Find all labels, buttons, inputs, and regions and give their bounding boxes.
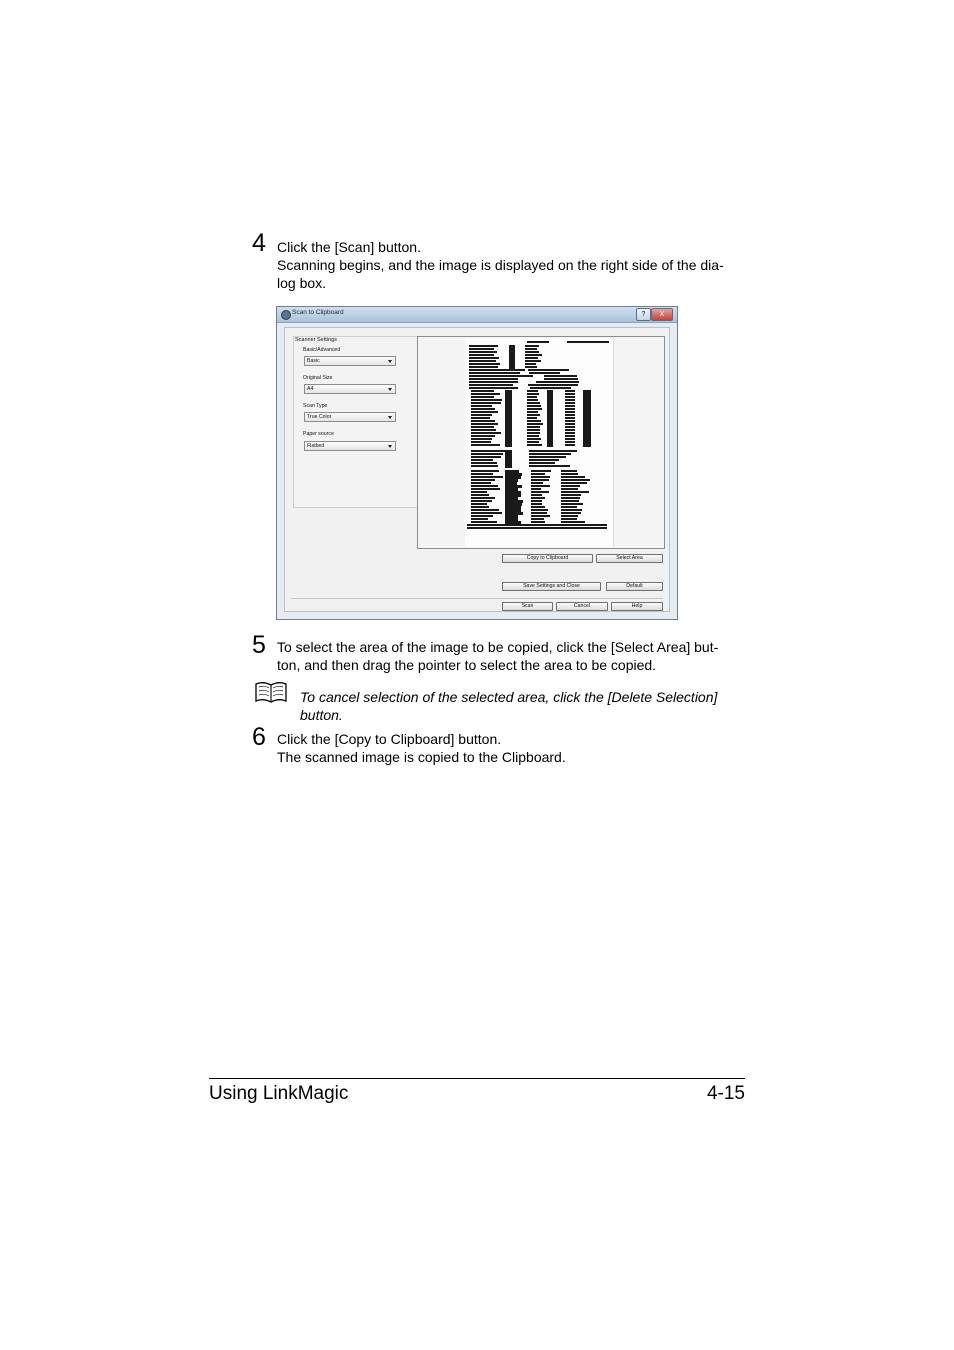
scan-text-line xyxy=(565,399,575,401)
scan-text-line xyxy=(561,491,589,493)
scan-text-line xyxy=(471,450,505,452)
scan-to-clipboard-dialog xyxy=(276,306,678,620)
footer-section-title: Using LinkMagic xyxy=(209,1083,349,1104)
scan-text-line xyxy=(527,402,540,404)
scan-text-line xyxy=(471,509,499,511)
help-icon[interactable]: ? xyxy=(636,308,651,321)
scan-text-line xyxy=(529,450,577,452)
scan-text-line xyxy=(561,470,577,472)
scan-text-line xyxy=(527,414,540,416)
scan-text-line xyxy=(565,390,575,392)
scan-text-line xyxy=(561,494,581,496)
scan-text-line xyxy=(528,369,569,371)
scan-text-line xyxy=(525,363,536,365)
scan-text-line xyxy=(471,465,498,467)
scan-text-line xyxy=(531,515,550,517)
scan-text-line xyxy=(471,488,500,490)
scan-text-line xyxy=(471,521,497,523)
scan-text-line xyxy=(561,512,581,514)
scan-text-line xyxy=(471,503,487,505)
paper-source-select[interactable] xyxy=(304,441,396,451)
scan-text-line xyxy=(565,426,575,428)
step-text xyxy=(277,238,747,292)
scan-text-line xyxy=(527,423,543,425)
scan-text-line xyxy=(561,521,585,523)
scan-text-line xyxy=(561,485,580,487)
scan-text-line xyxy=(547,444,553,447)
scan-text-line xyxy=(531,506,545,508)
step-text xyxy=(277,730,747,766)
chevron-down-icon xyxy=(388,416,392,419)
dialog-title: Scan to Clipboard xyxy=(292,309,344,316)
scan-text-line xyxy=(471,438,492,440)
copy-to-clipboard-button[interactable]: Copy to Clipboard xyxy=(502,554,593,563)
scan-text-line xyxy=(536,381,579,383)
help-button[interactable]: Help xyxy=(611,602,663,611)
footer-rule xyxy=(209,1078,745,1079)
scan-text-line xyxy=(565,432,575,434)
scan-text-line xyxy=(565,402,575,404)
scan-text-line xyxy=(471,444,500,446)
scan-text-line xyxy=(469,375,533,377)
scan-text-line xyxy=(471,491,487,493)
step-line: The scanned image is copied to the Clipboard. xyxy=(277,749,566,765)
scan-text-line xyxy=(565,396,575,398)
scan-text-line xyxy=(527,411,538,413)
scan-text-line xyxy=(469,360,496,362)
scan-text-line xyxy=(529,462,555,464)
scan-text-line xyxy=(527,393,539,395)
scan-text-line xyxy=(505,465,512,468)
scan-text-line xyxy=(469,363,500,365)
scan-text-line xyxy=(525,354,542,356)
scan-text-line xyxy=(469,387,518,389)
scan-text-line xyxy=(525,366,537,368)
scan-text-line xyxy=(531,518,544,520)
note-line: To cancel selection of the selected area, click the [Delete Selection] xyxy=(300,689,718,705)
scan-text-line xyxy=(527,429,540,431)
scan-preview-pane[interactable] xyxy=(417,336,665,549)
scan-text-line xyxy=(471,411,498,413)
scan-text-line xyxy=(565,423,575,425)
scan-text-line xyxy=(471,420,495,422)
scan-text-line xyxy=(471,456,501,458)
scan-text-line xyxy=(469,345,498,347)
cancel-button[interactable]: Cancel xyxy=(556,602,608,611)
scan-text-line xyxy=(471,482,491,484)
scan-text-line xyxy=(544,375,576,377)
scan-text-line xyxy=(531,497,545,499)
save-settings-and-close-button[interactable]: Save Settings and Close xyxy=(502,582,601,591)
scan-text-line xyxy=(531,494,542,496)
scan-text-line xyxy=(471,497,495,499)
scan-text-line xyxy=(471,429,496,431)
scan-text-line xyxy=(565,429,575,431)
scan-text-line xyxy=(525,360,541,362)
step-line: To select the area of the image to be copied, click the [Select Area] but- xyxy=(277,639,719,655)
scan-text-line xyxy=(561,497,580,499)
scan-text-line xyxy=(531,479,549,481)
scan-text-line xyxy=(471,459,493,461)
scan-text-line xyxy=(565,393,575,395)
scan-text-line xyxy=(469,372,520,374)
select-value: True Color xyxy=(307,414,332,420)
scan-text-line xyxy=(527,390,538,392)
scan-text-line xyxy=(567,341,609,343)
scan-text-line xyxy=(527,438,541,440)
scan-text-line xyxy=(469,378,518,380)
basic-advanced-select[interactable] xyxy=(304,356,396,366)
scan-text-line xyxy=(469,354,494,356)
scan-text-line xyxy=(471,485,498,487)
scan-text-line xyxy=(531,512,547,514)
scan-text-line xyxy=(527,417,537,419)
scan-text-line xyxy=(471,494,489,496)
scan-text-line xyxy=(471,390,494,392)
scan-text-line xyxy=(531,470,551,472)
scan-text-line xyxy=(471,414,492,416)
step-line: ton, and then drag the pointer to select the area to be copied. xyxy=(277,657,657,673)
scan-text-line xyxy=(531,521,545,523)
scan-type-select[interactable] xyxy=(304,412,396,422)
scan-text-line xyxy=(471,453,503,455)
chevron-down-icon xyxy=(388,360,392,363)
scan-text-line xyxy=(527,405,541,407)
field-label-paper-source: Paper source xyxy=(303,431,334,437)
scan-text-line xyxy=(471,399,502,401)
scan-text-line xyxy=(469,384,513,386)
scan-text-line xyxy=(544,378,578,380)
step-number: 6 xyxy=(252,723,266,751)
scan-text-line xyxy=(527,441,539,443)
scan-text-line xyxy=(531,485,550,487)
book-icon xyxy=(254,681,288,703)
scan-text-line xyxy=(471,515,493,517)
scan-text-line xyxy=(561,518,577,520)
scan-text-line xyxy=(471,426,494,428)
dialog-client-area xyxy=(284,327,670,612)
step-text xyxy=(277,638,747,674)
step-number: 4 xyxy=(252,229,266,257)
scan-text-line xyxy=(565,441,575,443)
scan-text-line xyxy=(527,408,542,410)
scan-text-line xyxy=(565,411,575,413)
scan-text-line xyxy=(471,402,501,404)
scanned-page-image xyxy=(465,338,614,547)
scan-text-line xyxy=(531,482,543,484)
scan-text-line xyxy=(467,524,607,526)
scan-text-line xyxy=(583,444,591,447)
scan-text-line xyxy=(561,503,583,505)
scan-text-line xyxy=(561,476,585,478)
scan-text-line xyxy=(531,500,542,502)
default-button[interactable]: Default xyxy=(606,582,663,591)
scan-text-line xyxy=(469,351,497,353)
scan-text-line xyxy=(561,509,582,511)
scan-text-line xyxy=(471,500,492,502)
scan-text-line xyxy=(565,438,575,440)
scan-text-line xyxy=(469,357,499,359)
scan-text-line xyxy=(565,444,575,446)
scan-text-line xyxy=(525,351,539,353)
scan-text-line xyxy=(471,518,488,520)
scan-text-line xyxy=(471,396,494,398)
note-text xyxy=(300,688,750,724)
scan-text-line xyxy=(469,348,494,350)
scan-text-line xyxy=(471,473,493,475)
field-label-scan-type: Scan Type xyxy=(303,403,328,409)
scan-text-line xyxy=(565,408,575,410)
scan-text-line xyxy=(565,414,575,416)
scan-text-line xyxy=(561,473,578,475)
scan-text-line xyxy=(471,479,495,481)
scan-text-line xyxy=(471,476,503,478)
chevron-down-icon xyxy=(388,445,392,448)
select-value: Basic xyxy=(307,358,320,364)
scan-button[interactable]: Scan xyxy=(502,602,553,611)
scan-text-line xyxy=(565,435,575,437)
step-number: 5 xyxy=(252,631,266,659)
scan-text-line xyxy=(561,515,578,517)
scan-text-line xyxy=(531,476,550,478)
scan-text-line xyxy=(561,506,577,508)
scan-text-line xyxy=(471,432,501,434)
field-label-original-size: Original Size xyxy=(303,375,333,381)
scan-text-line xyxy=(471,506,489,508)
scan-text-line xyxy=(471,408,495,410)
scan-text-line xyxy=(471,441,491,443)
step-line: Click the [Scan] button. xyxy=(277,239,421,255)
scan-text-line xyxy=(527,341,549,343)
scan-text-line xyxy=(529,372,560,374)
select-value: Flatbed xyxy=(307,443,325,449)
divider xyxy=(291,598,663,599)
chevron-down-icon xyxy=(388,388,392,391)
scan-text-line xyxy=(531,488,541,490)
select-value: A4 xyxy=(307,386,314,392)
scan-text-line xyxy=(529,465,570,467)
group-title: Scanner Settings xyxy=(295,337,337,343)
scan-text-line xyxy=(471,470,499,472)
scan-text-line xyxy=(527,435,539,437)
step-line: Scanning begins, and the image is displayed on the right side of the dia- xyxy=(277,257,724,273)
scan-text-line xyxy=(469,381,518,383)
scan-text-line xyxy=(561,488,578,490)
scan-text-line xyxy=(471,423,498,425)
scan-text-line xyxy=(469,366,498,368)
scan-text-line xyxy=(531,503,542,505)
scan-text-line xyxy=(528,384,578,386)
scan-text-line xyxy=(565,417,575,419)
scan-text-line xyxy=(527,426,540,428)
scan-text-line xyxy=(527,399,538,401)
field-label-basic-advanced: Basic/Advanced xyxy=(303,347,341,353)
scan-text-line xyxy=(471,512,502,514)
scan-text-line xyxy=(531,491,549,493)
dialog-titlebar xyxy=(277,307,677,323)
scan-text-line xyxy=(561,482,587,484)
close-icon[interactable]: X xyxy=(651,308,673,321)
scan-text-line xyxy=(469,369,525,371)
scan-text-line xyxy=(527,444,542,446)
scan-text-line xyxy=(471,462,497,464)
scan-text-line xyxy=(529,456,566,458)
original-size-select[interactable] xyxy=(304,384,396,394)
scan-text-line xyxy=(530,387,571,389)
scan-text-line xyxy=(525,348,537,350)
step-line: log box. xyxy=(277,275,327,291)
scan-text-line xyxy=(527,432,540,434)
scan-text-line xyxy=(529,453,571,455)
scanner-icon xyxy=(281,310,291,320)
scan-text-line xyxy=(561,500,579,502)
scan-text-line xyxy=(531,473,545,475)
scan-text-line xyxy=(527,396,537,398)
scan-text-line xyxy=(525,357,538,359)
scan-text-line xyxy=(525,345,539,347)
scan-text-line xyxy=(565,420,575,422)
scan-text-line xyxy=(471,393,500,395)
step-line: Click the [Copy to Clipboard] button. xyxy=(277,731,502,747)
note-line: button. xyxy=(300,707,343,723)
scan-text-line xyxy=(471,405,492,407)
scan-text-line xyxy=(467,527,607,529)
scan-text-line xyxy=(529,459,559,461)
footer-page-number: 4-15 xyxy=(706,1083,745,1104)
scan-text-line xyxy=(565,405,575,407)
scan-text-line xyxy=(505,444,512,447)
scan-text-line xyxy=(471,417,490,419)
scan-text-line xyxy=(527,420,541,422)
scan-text-line xyxy=(471,435,495,437)
scan-text-line xyxy=(561,479,590,481)
select-area-button[interactable]: Select Area xyxy=(596,554,663,563)
scan-text-line xyxy=(531,509,548,511)
